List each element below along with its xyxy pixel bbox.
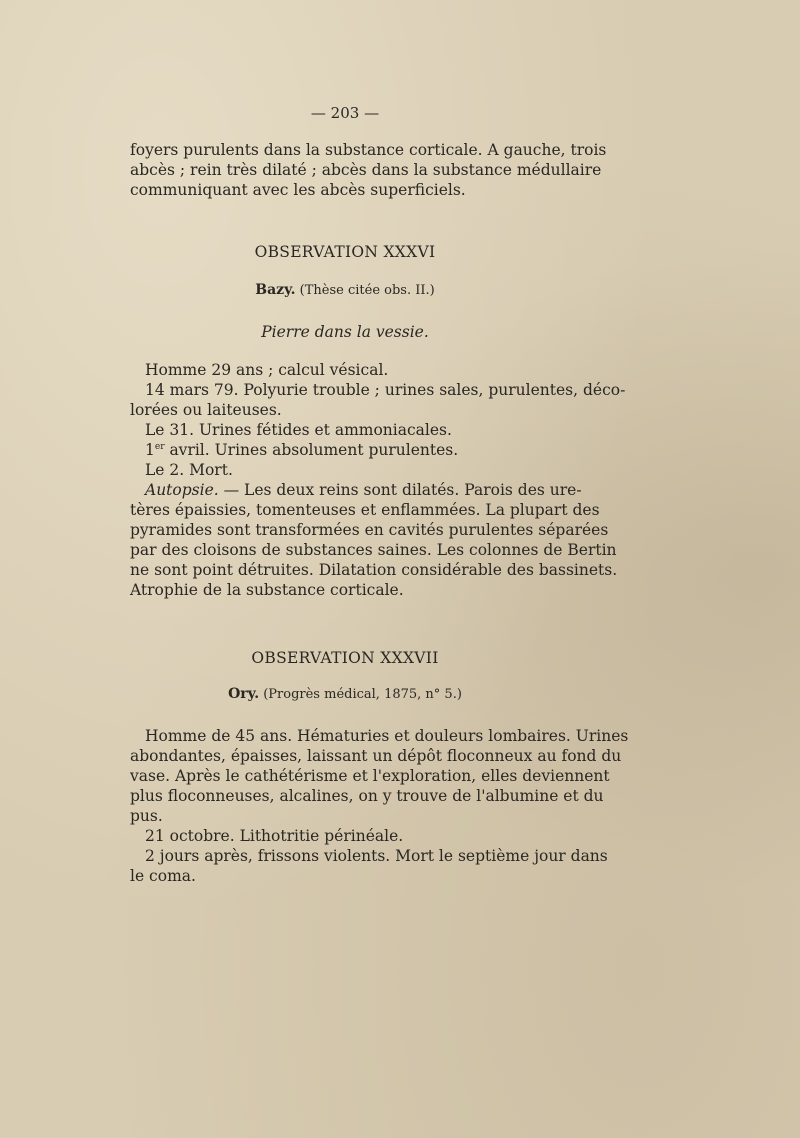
observation-37-line-2: abondantes, épaisses, laissant un dépôt floconneux au fond du <box>130 747 622 765</box>
observation-37-title: OBSERVATION XXXVII <box>251 649 439 667</box>
observation-37-line-6: 21 octobre. Lithotritie périnéale. <box>145 827 404 845</box>
observation-36-line-6: Le 2. Mort. <box>145 461 233 479</box>
observation-36-author: Bazy. <box>255 282 296 298</box>
observation-36-line-10: par des cloisons de substances saines. Les colonnes de Bertin <box>130 541 617 559</box>
observation-36-subtitle: Pierre dans la vessie. <box>261 323 429 341</box>
observation-37-line-7: 2 jours après, frissons violents. Mort le septième jour dans <box>145 847 608 865</box>
line-text: — Les deux reins sont dilatés. Parois des ure- <box>218 481 582 499</box>
observation-36-line-12: Atrophie de la substance corticale. <box>130 581 404 599</box>
page-number: — 203 — <box>310 104 380 122</box>
intro-line-1: foyers purulents dans la substance corticale. A gauche, trois <box>130 141 607 159</box>
observation-36-line-4: Le 31. Urines fétides et ammoniacales. <box>145 421 452 439</box>
observation-36-line-3: lorées ou laiteuses. <box>130 401 282 419</box>
observation-36-line-9: pyramides sont transformées en cavités purulentes séparées <box>130 521 609 539</box>
ordinal-suffix: er <box>154 441 165 452</box>
observation-36-line-1: Homme 29 ans ; calcul vésical. <box>145 361 389 379</box>
observation-36-source: (Thèse citée obs. II.) <box>299 283 435 298</box>
observation-36-line-8: tères épaissies, tomenteuses et enflammées. La plupart des <box>130 501 600 519</box>
observation-36-line-7 <box>145 480 582 500</box>
observation-37-line-3: vase. Après le cathétérisme et l'exploration, elles deviennent <box>130 767 610 785</box>
day-number: 1 <box>145 441 155 459</box>
observation-36-citation <box>130 280 560 301</box>
observation-36-line-5 <box>145 440 458 460</box>
observation-37-line-1: Homme de 45 ans. Hématuries et douleurs lombaires. Urines <box>145 727 629 745</box>
observation-37-line-4: plus floconneuses, alcalines, on y trouve de l'albumine et du <box>130 787 604 805</box>
observation-36-line-11: ne sont point détruites. Dilatation considérable des bassinets. <box>130 561 618 579</box>
observation-36-title: OBSERVATION XXXVI <box>254 243 436 261</box>
line-text: avril. Urines absolument purulentes. <box>164 441 459 459</box>
intro-line-2: abcès ; rein très dilaté ; abcès dans la substance médullaire <box>130 161 602 179</box>
observation-37-line-5: pus. <box>130 807 163 825</box>
observation-37-author: Ory. <box>228 686 260 702</box>
intro-line-3: communiquant avec les abcès superficiels. <box>130 181 466 199</box>
observation-36-line-2: 14 mars 79. Polyurie trouble ; urines sales, purulentes, déco- <box>145 381 626 399</box>
observation-37-source: (Progrès médical, 1875, n° 5.) <box>263 687 462 702</box>
observation-37-line-8: le coma. <box>130 867 196 885</box>
observation-37-citation <box>130 684 560 705</box>
autopsie-label: Autopsie. <box>145 481 219 499</box>
